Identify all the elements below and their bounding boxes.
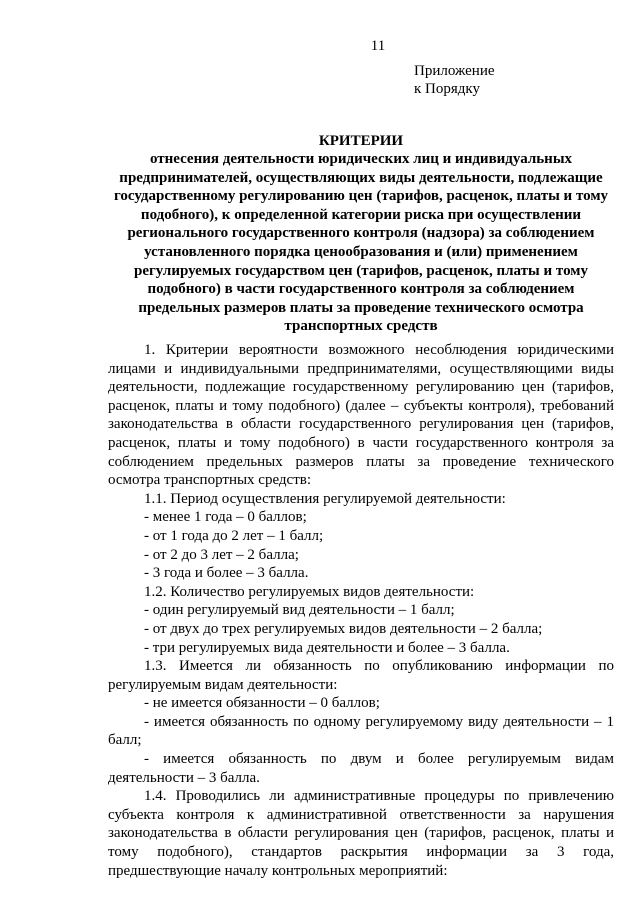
paragraph-1-1: 1.1. Период осуществления регулируемой деятельности:	[144, 490, 506, 507]
appendix-line-1: Приложение	[414, 63, 495, 79]
appendix-line-2: к Порядку	[414, 81, 480, 97]
list-item: - имеется обязанность по двум и более регулируемым видам деятельности – 3 балла.	[108, 751, 614, 786]
list-item: - от двух до трех регулируемых видов деятельности – 2 балла;	[144, 620, 543, 637]
appendix-label	[414, 62, 495, 98]
list-item: - от 1 года до 2 лет – 1 балл;	[144, 527, 324, 544]
paragraph-1-4: 1.4. Проводились ли административные процедуры по привлечению субъекта контроля к административной ответственности за нарушения законодательства в области регулирования цен (тарифов, расценок, платы и тому подобного), стандартов раскрытия информации за 3 года, предшествующие началу контрольных мероприятий:	[108, 788, 614, 879]
list-item: - три регулируемых вида деятельности и более – 3 балла.	[144, 639, 510, 656]
list-item: - менее 1 года – 0 баллов;	[144, 509, 307, 526]
paragraph-1-3: 1.3. Имеется ли обязанность по опубликованию информации по регулируемым видам деятельности:	[108, 658, 614, 693]
list-item: - один регулируемый вид деятельности – 1 балл;	[144, 602, 455, 619]
document-body	[108, 341, 614, 880]
document-title: КРИТЕРИИ	[318, 133, 404, 149]
list-item: - от 2 до 3 лет – 2 балла;	[144, 546, 299, 563]
list-item: - 3 года и более – 3 балла.	[144, 565, 309, 582]
paragraph-1: 1. Критерии вероятности возможного несоблюдения юридическими лицами и индивидуальными предпринимателями, осуществляющими виды деятельности, подлежащие государственному регулированию цен (тарифов, расценок, платы и тому подобного) (далее – субъекты контроля), требований законодательства в области государственного регулирования цен (тарифов, расценок, платы и тому подобного) в части государственного контроля за соблюдением предельных размеров платы за проведение технического осмотра транспортных средств:	[108, 342, 614, 489]
list-item: - не имеется обязанности – 0 баллов;	[144, 695, 380, 712]
list-item: - имеется обязанность по одному регулируемому виду деятельности – 1 балл;	[108, 713, 614, 749]
document-subtitle: отнесения деятельности юридических лиц и индивидуальных предпринимателей, осуществляющих виды деятельности, подлежащие государственному регулированию цен (тарифов, расценок, платы и тому подобного), к определенной категории риска при осуществлении регионального государственного контроля (надзора) за соблюдением установленного порядка ценообразования и (или) применением регулируемых государством цен (тарифов, расценок, платы и тому подобного) в части государственного контроля за соблюдением предельных размеров платы за проведение технического осмотра транспортных средств	[113, 151, 609, 335]
page-number: 11	[370, 38, 386, 54]
paragraph-1-2: 1.2. Количество регулируемых видов деятельности:	[144, 583, 475, 600]
